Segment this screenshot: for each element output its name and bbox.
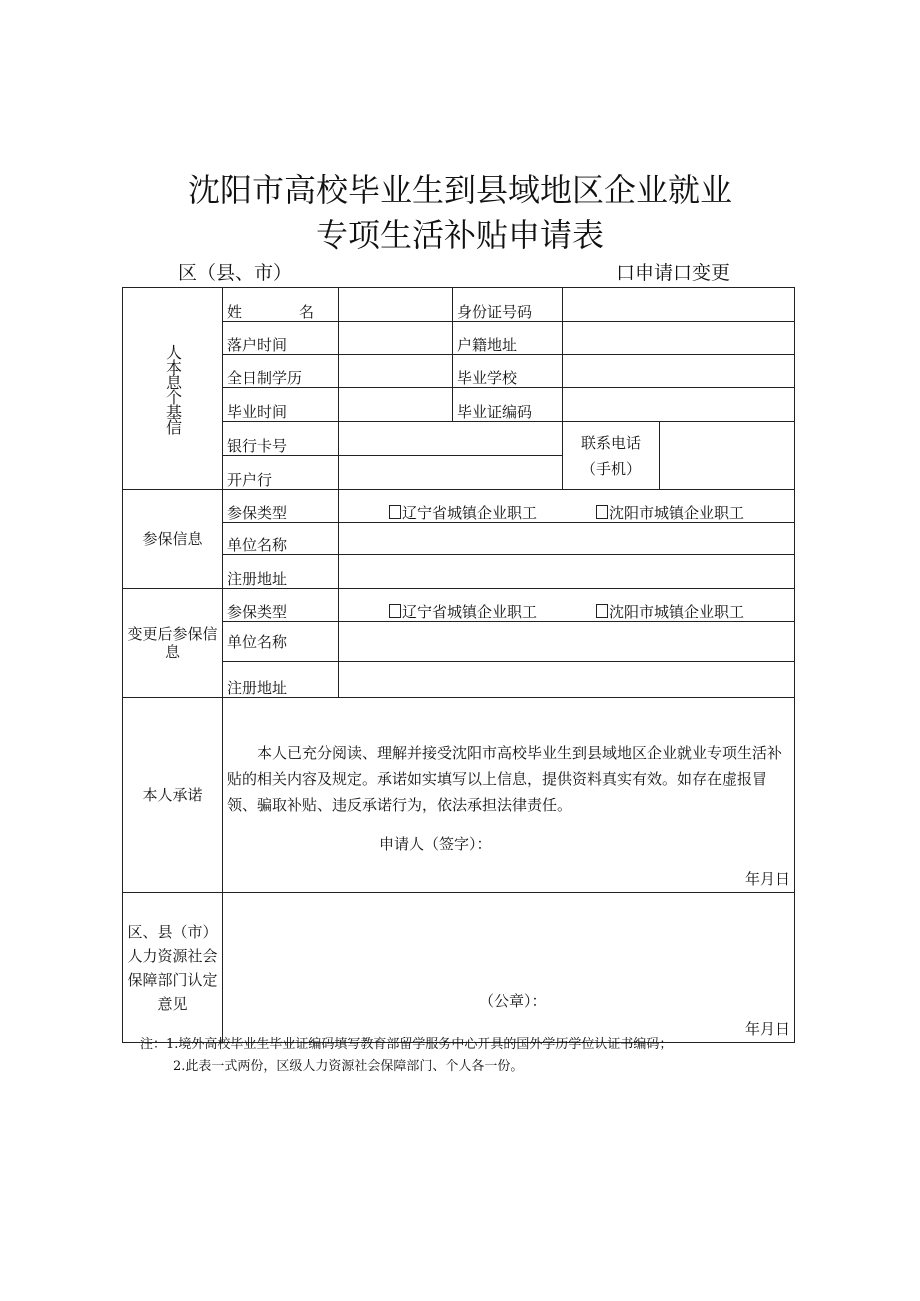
insurance-option-shenyang[interactable]: 沈阳市城镇企业职工 <box>596 504 744 522</box>
settle-time-label: 落户时间 <box>223 322 339 355</box>
district-label: 区（县、市） <box>178 262 293 284</box>
grad-cert-field[interactable] <box>563 388 795 422</box>
opinion-content <box>223 893 795 1043</box>
id-number-label: 身份证号码 <box>453 288 563 322</box>
changed-unit-name-label: 单位名称 <box>223 622 339 662</box>
changed-insurance-type-options <box>339 589 795 622</box>
grad-time-field[interactable] <box>339 388 453 422</box>
insurance-section-label: 参保信息 <box>123 490 223 589</box>
changed-insurance-section-label: 变更后参保信息 <box>123 589 223 698</box>
bank-card-label: 银行卡号 <box>223 422 339 456</box>
reg-address-field[interactable] <box>339 555 795 589</box>
applicant-signature[interactable]: 申请人（签字）： <box>379 835 492 853</box>
insurance-type-label: 参保类型 <box>223 490 339 523</box>
household-address-label: 户籍地址 <box>453 322 563 355</box>
checkbox-icon[interactable] <box>596 604 608 618</box>
reg-address-label: 注册地址 <box>223 555 339 589</box>
bank-branch-label: 开户行 <box>223 456 339 490</box>
household-address-field[interactable] <box>563 322 795 355</box>
form-title-line2: 专项生活补贴申请表 <box>315 216 604 254</box>
grad-time-label: 毕业时间 <box>223 388 339 422</box>
changed-insurance-option-shenyang[interactable]: 沈阳市城镇企业职工 <box>596 603 744 621</box>
pledge-date: 年月日 <box>744 870 790 888</box>
checkbox-icon[interactable] <box>389 505 401 519</box>
education-field[interactable] <box>339 355 453 388</box>
changed-insurance-type-label: 参保类型 <box>223 589 339 622</box>
apply-type-checkboxes[interactable]: 口申请口变更 <box>616 262 731 284</box>
unit-name-label: 单位名称 <box>223 523 339 555</box>
settle-time-field[interactable] <box>339 322 453 355</box>
changed-reg-address-field[interactable] <box>339 662 795 698</box>
unit-name-field[interactable] <box>339 523 795 555</box>
school-field[interactable] <box>563 355 795 388</box>
insurance-option-liaoning[interactable]: 辽宁省城镇企业职工 <box>389 504 596 522</box>
pledge-section-label: 本人承诺 <box>123 698 223 893</box>
phone-label <box>563 422 660 490</box>
form-title-line1: 沈阳市高校毕业生到县域地区企业就业 <box>187 171 732 209</box>
school-label: 毕业学校 <box>453 355 563 388</box>
changed-reg-address-label: 注册地址 <box>223 662 339 698</box>
pledge-content <box>223 698 795 893</box>
note-2: 2.此表一式两份，区级人力资源社会保障部门、个人各一份。 <box>173 1059 524 1074</box>
insurance-type-options <box>339 490 795 523</box>
opinion-section-label: 区、县（市）人力资源社会保障部门认定意见 <box>123 893 223 1043</box>
grad-cert-label: 毕业证编码 <box>453 388 563 422</box>
name-label: 姓 名 <box>223 288 339 322</box>
changed-insurance-option-liaoning[interactable]: 辽宁省城镇企业职工 <box>389 603 596 621</box>
pledge-text: 本人已充分阅读、理解并接受沈阳市高校毕业生到县域地区企业就业专项生活补贴的相关内容及规定。承诺如实填写以上信息，提供资料真实有效。如存在虚报冒领、骗取补贴、违反承诺行为，依法承担法律责任。 <box>227 744 783 814</box>
phone-field[interactable] <box>660 422 795 490</box>
bank-card-field[interactable] <box>339 422 563 456</box>
checkbox-icon[interactable] <box>389 604 401 618</box>
name-field[interactable] <box>339 288 453 322</box>
personal-info-section-label: 人本息个基信 <box>123 288 223 490</box>
official-seal: （公章）： <box>479 992 547 1010</box>
application-form-table <box>122 287 795 1043</box>
opinion-date: 年月日 <box>744 1020 790 1038</box>
phone-label-text: 联系电话 <box>580 433 641 452</box>
note-1: 注：1.境外高校毕业生毕业证编码填写教育部留学服务中心开具的国外学历学位认证书编码； <box>140 1037 673 1052</box>
checkbox-icon[interactable] <box>596 505 608 519</box>
id-number-field[interactable] <box>563 288 795 322</box>
education-label: 全日制学历 <box>223 355 339 388</box>
bank-branch-field[interactable] <box>339 456 563 490</box>
footnotes <box>140 1034 672 1078</box>
phone-mobile-text: （手机） <box>580 459 641 478</box>
changed-unit-name-field[interactable] <box>339 622 795 662</box>
